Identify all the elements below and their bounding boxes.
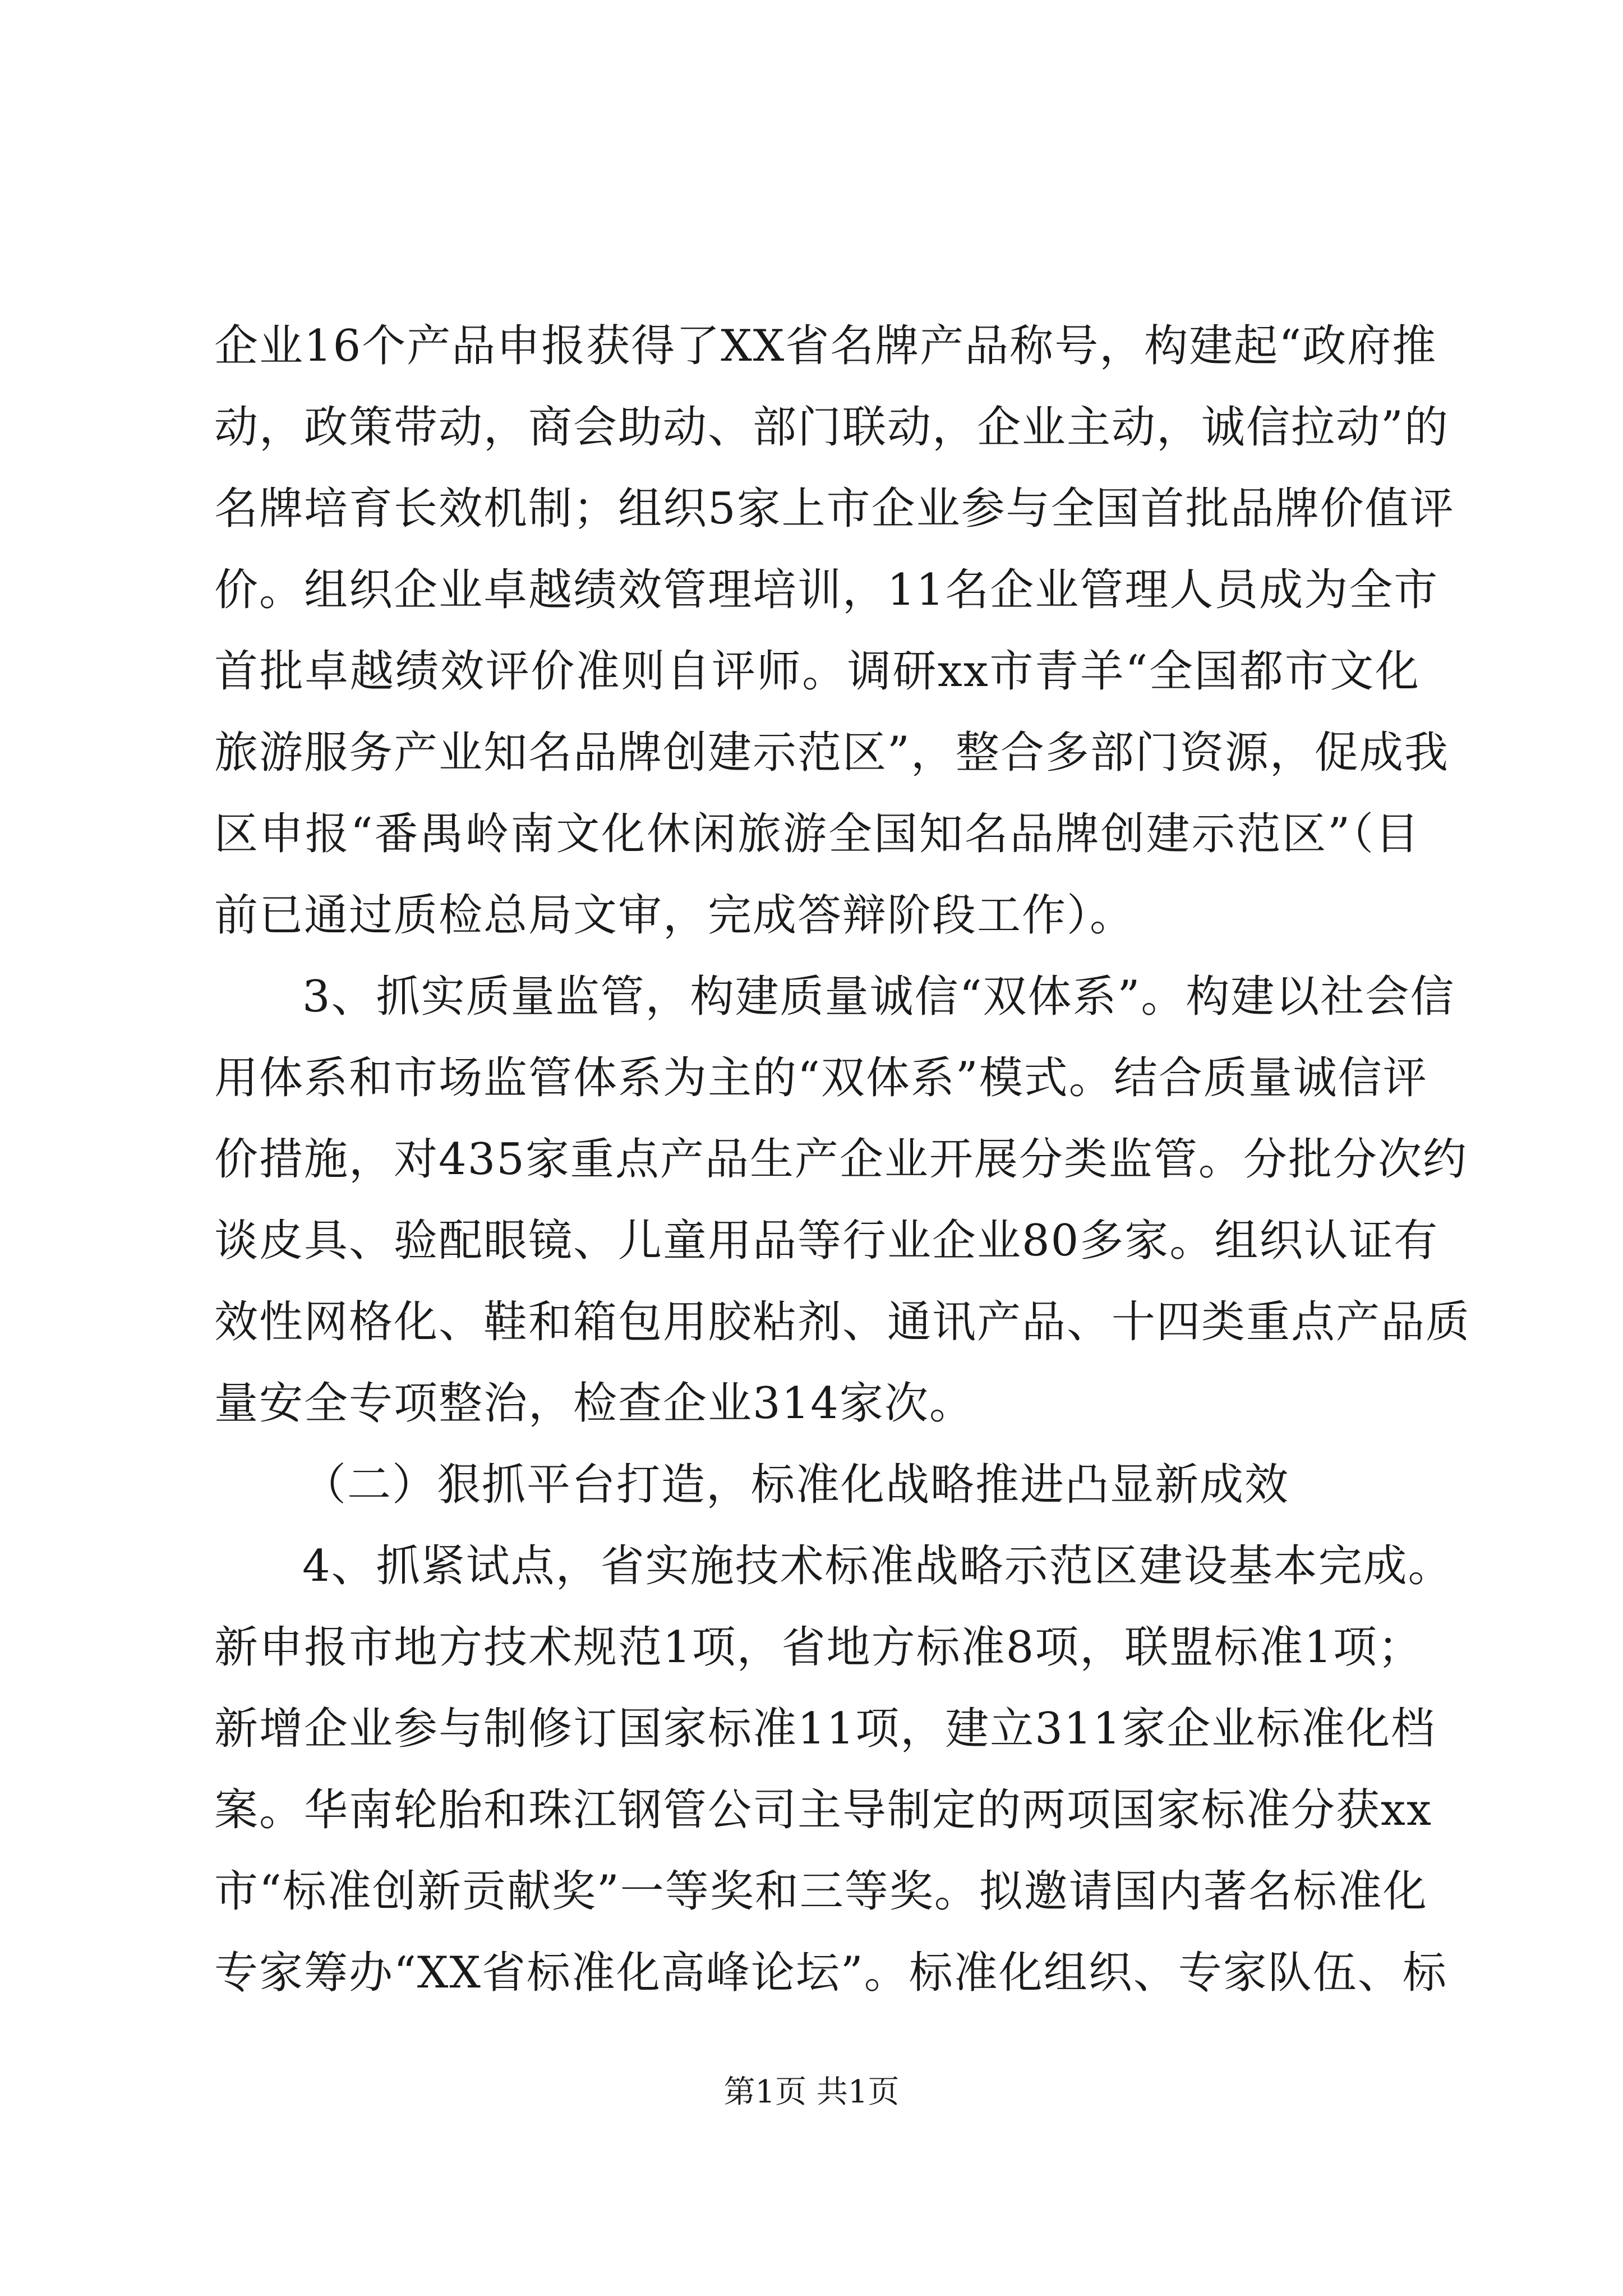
- text-line: 3、抓实质量监管，构建质量诚信“双体系”。构建以社会信: [302, 972, 1455, 1022]
- text-line: 区申报“番禺岭南文化休闲旅游全国知名品牌创建示范区”（目: [214, 809, 1420, 859]
- text-line: 量安全专项整治，检查企业314家次。: [214, 1378, 974, 1429]
- text-line: 价。组织企业卓越绩效管理培训，11名企业管理人员成为全市: [214, 565, 1439, 615]
- text-line: 用体系和市场监管体系为主的“双体系”模式。结合质量诚信评: [214, 1053, 1428, 1103]
- text-line: 市“标准创新贡献奖”一等奖和三等奖。拟邀请国内著名标准化: [214, 1866, 1428, 1917]
- text-line: 前已通过质检总局文审，完成答辩阶段工作）。: [214, 890, 1135, 941]
- text-line: 4、抓紧试点，省实施技术标准战略示范区建设基本完成。: [302, 1541, 1453, 1591]
- text-line: 新增企业参与制修订国家标准11项，建立311家企业标准化档: [214, 1704, 1436, 1754]
- text-line: 谈皮具、验配眼镜、儿童用品等行业企业80多家。组织认证有: [214, 1216, 1439, 1266]
- text-line: 旅游服务产业知名品牌创建示范区”，整合多部门资源，促成我: [214, 728, 1449, 778]
- text-line: 价措施，对435家重点产品生产企业开展分类监管。分批分次约: [214, 1134, 1468, 1185]
- document-body: [214, 306, 1471, 2014]
- text-line: 效性网格化、鞋和箱包用胶粘剂、通讯产品、十四类重点产品质: [214, 1297, 1471, 1347]
- text-line: 企业16个产品申报获得了XX省名牌产品称号，构建起“政府推: [214, 321, 1437, 371]
- text-line: 新申报市地方技术规范1项，省地方标准8项，联盟标准1项；: [214, 1622, 1423, 1673]
- text-line: 专家筹办“XX省标准化高峰论坛”。标准化组织、专家队伍、标: [214, 1948, 1447, 1998]
- section-heading: （二）狠抓平台打造，标准化战略推进凸显新成效: [302, 1460, 1290, 1510]
- text-line: 案。华南轮胎和珠江钢管公司主导制定的两项国家标准分获xx: [214, 1785, 1432, 1835]
- text-line: 动，政策带动，商会助动、部门联动，企业主动，诚信拉动”的: [214, 402, 1449, 453]
- text-line: 首批卓越绩效评价准则自评师。调研xx市青羊“全国都市文化: [214, 646, 1420, 697]
- page-footer: 第1页 共1页: [723, 2074, 900, 2110]
- text-line: 名牌培育长效机制；组织5家上市企业参与全国首批品牌价值评: [214, 484, 1455, 534]
